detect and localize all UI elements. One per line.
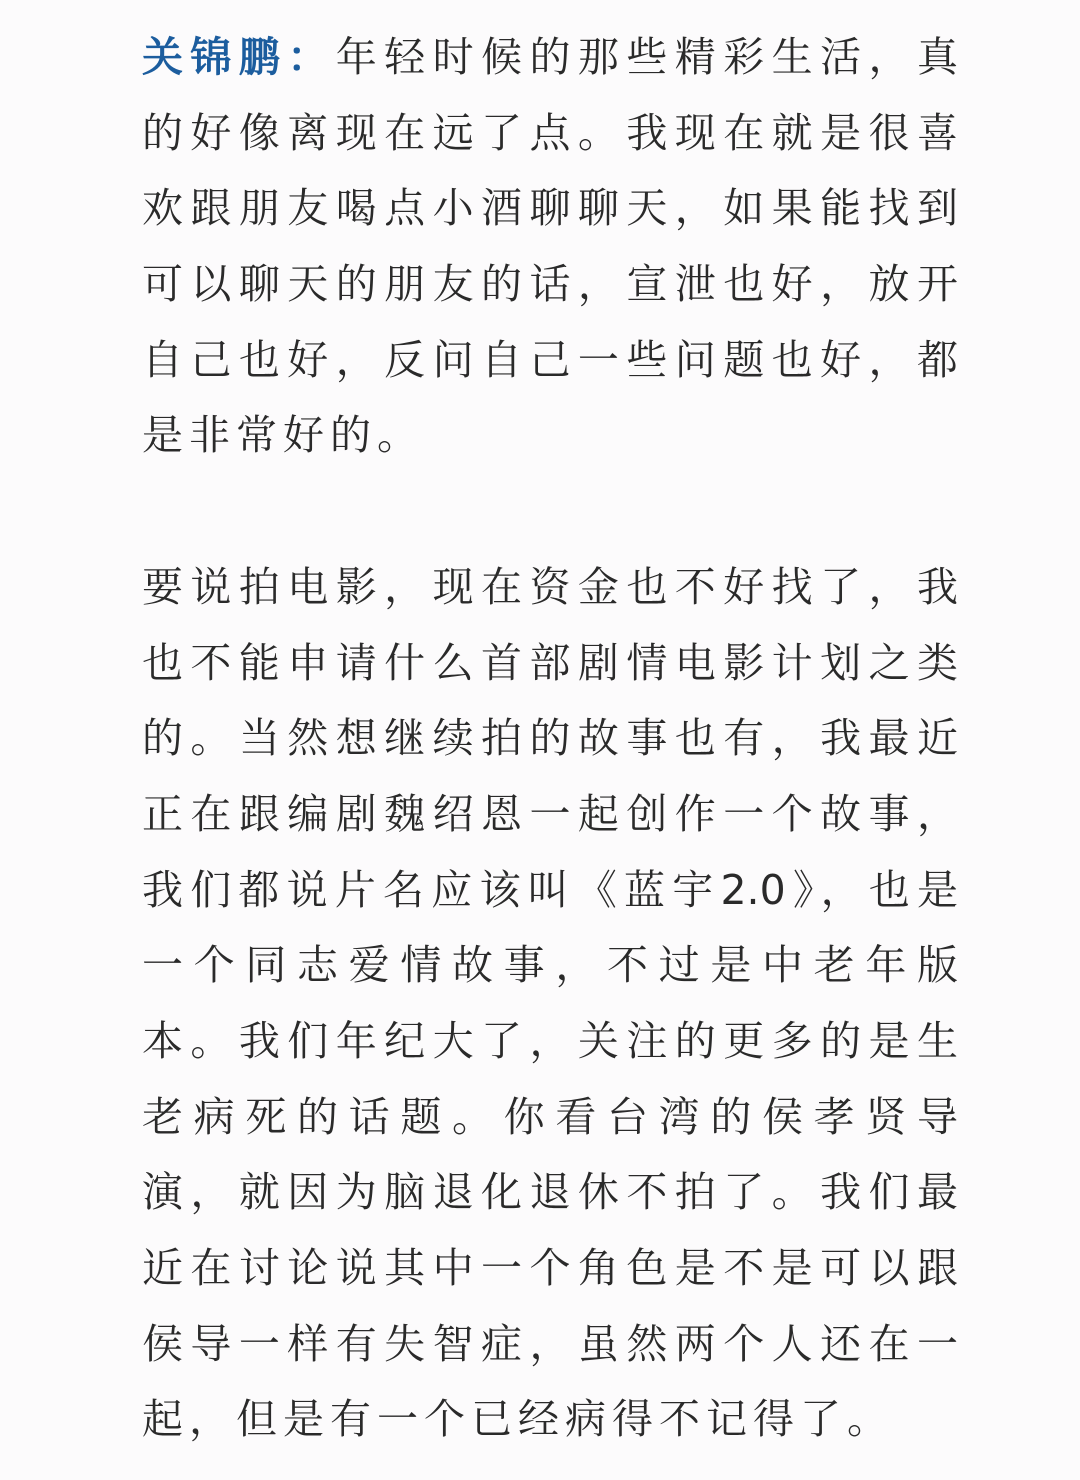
text-line-content: 年轻时候的那些精彩生活，真	[335, 33, 958, 81]
text-line: 也不能申请什么首部剧情电影计划之类	[142, 638, 958, 687]
text-line: 要说拍电影，现在资金也不好找了，我	[142, 562, 958, 611]
text-line: 的好像离现在远了点。我现在就是很喜	[142, 108, 958, 157]
text-line: 起，但是有一个已经病得不记得了。	[142, 1395, 894, 1444]
text-line: 一个同志爱情故事，不过是中老年版	[142, 941, 958, 990]
paragraph	[142, 550, 958, 1458]
text-line: 是非常好的。	[142, 411, 424, 460]
article-body	[142, 20, 958, 1458]
speaker-name: 关锦鹏：	[142, 33, 336, 81]
text-line: 自己也好，反问自己一些问题也好，都	[142, 335, 958, 384]
text-line: 欢跟朋友喝点小酒聊聊天，如果能找到	[142, 184, 958, 233]
text-line: 可以聊天的朋友的话，宣泄也好，放开	[142, 260, 958, 309]
paragraph-gap	[142, 474, 958, 550]
text-line: 的。当然想继续拍的故事也有，我最近	[142, 714, 958, 763]
text-line	[142, 20, 958, 96]
text-line: 演，就因为脑退化退休不拍了。我们最	[142, 1168, 958, 1217]
text-line: 我们都说片名应该叫《蓝宇2.0》，也是	[142, 865, 958, 914]
text-line: 本。我们年纪大了，关注的更多的是生	[142, 1016, 958, 1065]
text-line: 近在讨论说其中一个角色是不是可以跟	[142, 1244, 958, 1292]
text-line: 侯导一样有失智症，虽然两个人还在一	[142, 1319, 958, 1368]
paragraph	[142, 20, 958, 474]
text-line: 正在跟编剧魏绍恩一起创作一个故事，	[142, 789, 958, 838]
text-line: 老病死的话题。你看台湾的侯孝贤导	[142, 1092, 958, 1141]
